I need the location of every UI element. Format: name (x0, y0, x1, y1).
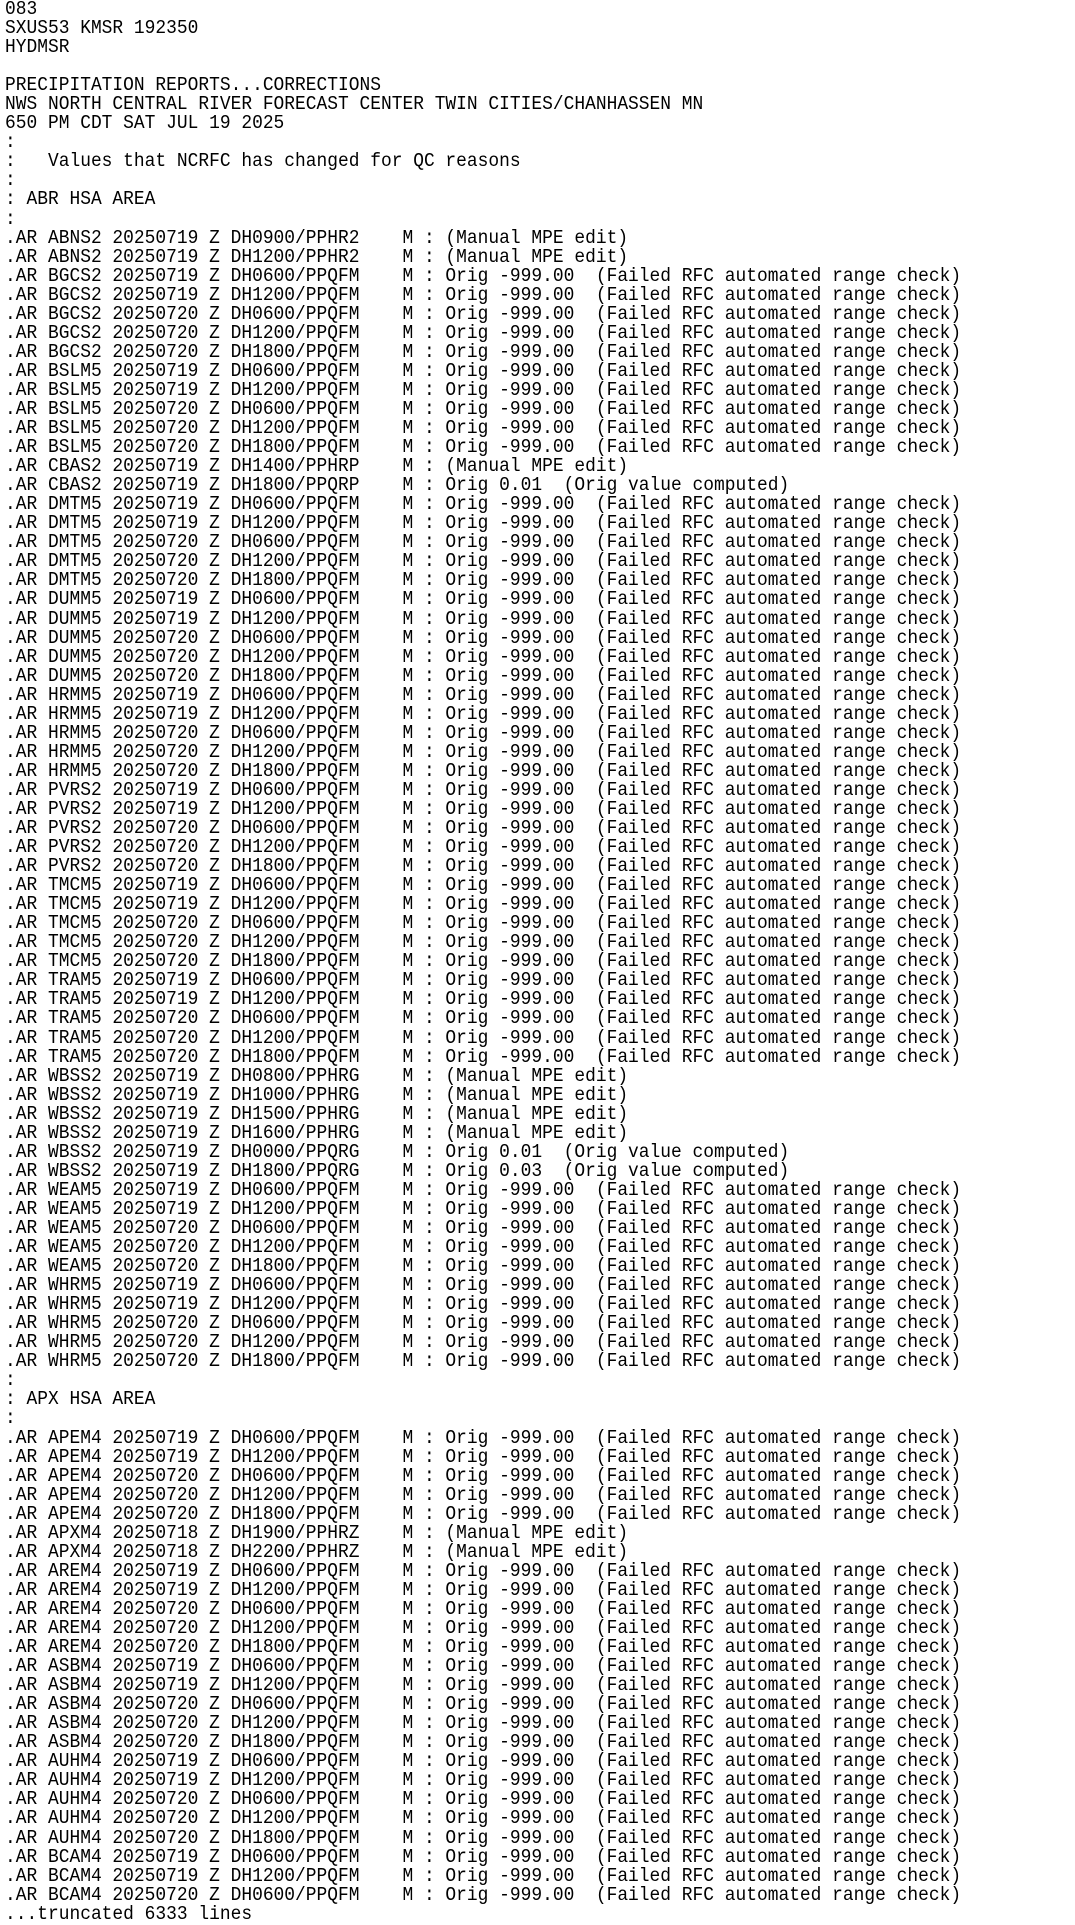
report-line: .AR WBSS2 20250719 Z DH0800/PPHRG M : (Manual MPE edit) (5, 1064, 629, 1087)
report-line: .AR DUMM5 20250719 Z DH0600/PPQFM M : Orig -999.00 (Failed RFC automated range check) (5, 588, 962, 611)
report-line: .AR BSLM5 20250720 Z DH0600/PPQFM M : Orig -999.00 (Failed RFC automated range check) (5, 397, 962, 420)
report-line: .AR BSLM5 20250719 Z DH0600/PPQFM M : Orig -999.00 (Failed RFC automated range check) (5, 359, 962, 382)
report-line: PRECIPITATION REPORTS...CORRECTIONS (5, 74, 381, 97)
report-line: .AR WEAM5 20250720 Z DH1200/PPQFM M : Orig -999.00 (Failed RFC automated range check) (5, 1236, 962, 1259)
report-line: : Values that NCRFC has changed for QC reasons (5, 150, 521, 173)
report-line: .AR ABNS2 20250719 Z DH1200/PPHR2 M : (Manual MPE edit) (5, 245, 629, 268)
report-line: .AR WBSS2 20250719 Z DH1800/PPQRG M : Orig 0.03 (Orig value computed) (5, 1159, 790, 1182)
report-line: .AR ASBM4 20250720 Z DH1800/PPQFM M : Orig -999.00 (Failed RFC automated range check) (5, 1731, 962, 1754)
report-line: .AR BSLM5 20250719 Z DH1200/PPQFM M : Orig -999.00 (Failed RFC automated range check) (5, 378, 962, 401)
report-line: .AR PVRS2 20250720 Z DH1800/PPQFM M : Orig -999.00 (Failed RFC automated range check) (5, 855, 962, 878)
report-line: .AR PVRS2 20250719 Z DH0600/PPQFM M : Orig -999.00 (Failed RFC automated range check) (5, 778, 962, 801)
report-line: .AR TMCM5 20250720 Z DH0600/PPQFM M : Orig -999.00 (Failed RFC automated range check) (5, 912, 962, 935)
report-line: ...truncated 6333 lines (5, 1902, 253, 1925)
report-line: .AR AREM4 20250720 Z DH1200/PPQFM M : Orig -999.00 (Failed RFC automated range check) (5, 1616, 962, 1639)
precipitation-report-text (5, 0, 961, 1924)
report-line: 650 PM CDT SAT JUL 19 2025 (5, 112, 285, 135)
report-line: .AR HRMM5 20250719 Z DH0600/PPQFM M : Orig -999.00 (Failed RFC automated range check) (5, 683, 962, 706)
report-line: .AR HRMM5 20250720 Z DH1200/PPQFM M : Orig -999.00 (Failed RFC automated range check) (5, 740, 962, 763)
report-line: .AR APXM4 20250718 Z DH1900/PPHRZ M : (Manual MPE edit) (5, 1521, 629, 1544)
report-line: .AR WBSS2 20250719 Z DH1000/PPHRG M : (Manual MPE edit) (5, 1083, 629, 1106)
report-line: .AR TRAM5 20250720 Z DH1200/PPQFM M : Orig -999.00 (Failed RFC automated range check) (5, 1026, 962, 1049)
report-line: : (5, 131, 16, 154)
report-line: .AR AUHM4 20250720 Z DH0600/PPQFM M : Orig -999.00 (Failed RFC automated range check) (5, 1788, 962, 1811)
report-line: .AR AUHM4 20250720 Z DH1200/PPQFM M : Orig -999.00 (Failed RFC automated range check) (5, 1807, 962, 1830)
report-line: : (5, 169, 16, 192)
report-line: .AR ASBM4 20250719 Z DH0600/PPQFM M : Orig -999.00 (Failed RFC automated range check) (5, 1655, 962, 1678)
report-line: : (5, 207, 16, 230)
report-line: .AR TMCM5 20250719 Z DH0600/PPQFM M : Orig -999.00 (Failed RFC automated range check) (5, 874, 962, 897)
report-line: .AR ASBM4 20250719 Z DH1200/PPQFM M : Orig -999.00 (Failed RFC automated range check) (5, 1674, 962, 1697)
report-line: .AR BCAM4 20250719 Z DH1200/PPQFM M : Orig -999.00 (Failed RFC automated range check) (5, 1864, 962, 1887)
report-line: .AR APXM4 20250718 Z DH2200/PPHRZ M : (Manual MPE edit) (5, 1540, 629, 1563)
report-line: .AR DUMM5 20250719 Z DH1200/PPQFM M : Orig -999.00 (Failed RFC automated range check) (5, 607, 962, 630)
report-line: .AR WHRM5 20250719 Z DH1200/PPQFM M : Orig -999.00 (Failed RFC automated range check) (5, 1293, 962, 1316)
report-line: .AR APEM4 20250720 Z DH0600/PPQFM M : Orig -999.00 (Failed RFC automated range check) (5, 1464, 962, 1487)
report-line: : (5, 1407, 16, 1430)
report-line: .AR BSLM5 20250720 Z DH1200/PPQFM M : Orig -999.00 (Failed RFC automated range check) (5, 417, 962, 440)
report-line: NWS NORTH CENTRAL RIVER FORECAST CENTER TWIN CITIES/CHANHASSEN MN (5, 93, 704, 116)
report-line: .AR DMTM5 20250719 Z DH1200/PPQFM M : Orig -999.00 (Failed RFC automated range check) (5, 512, 962, 535)
report-line: .AR TMCM5 20250720 Z DH1200/PPQFM M : Orig -999.00 (Failed RFC automated range check) (5, 931, 962, 954)
report-line: .AR DUMM5 20250720 Z DH0600/PPQFM M : Orig -999.00 (Failed RFC automated range check) (5, 626, 962, 649)
report-line: .AR APEM4 20250719 Z DH0600/PPQFM M : Orig -999.00 (Failed RFC automated range check) (5, 1426, 962, 1449)
report-line: .AR AUHM4 20250720 Z DH1800/PPQFM M : Orig -999.00 (Failed RFC automated range check) (5, 1826, 962, 1849)
report-line: .AR AREM4 20250719 Z DH0600/PPQFM M : Orig -999.00 (Failed RFC automated range check) (5, 1559, 962, 1582)
report-line: .AR ASBM4 20250720 Z DH1200/PPQFM M : Orig -999.00 (Failed RFC automated range check) (5, 1712, 962, 1735)
report-line: .AR ABNS2 20250719 Z DH0900/PPHR2 M : (Manual MPE edit) (5, 226, 629, 249)
report-line: .AR DMTM5 20250720 Z DH1200/PPQFM M : Orig -999.00 (Failed RFC automated range check) (5, 550, 962, 573)
report-line: .AR APEM4 20250720 Z DH1800/PPQFM M : Orig -999.00 (Failed RFC automated range check) (5, 1502, 962, 1525)
report-line: .AR CBAS2 20250719 Z DH1400/PPHRP M : (Manual MPE edit) (5, 455, 629, 478)
report-line: .AR HRMM5 20250720 Z DH1800/PPQFM M : Orig -999.00 (Failed RFC automated range check) (5, 759, 962, 782)
report-line: : APX HSA AREA (5, 1388, 156, 1411)
report-line: .AR APEM4 20250719 Z DH1200/PPQFM M : Orig -999.00 (Failed RFC automated range check) (5, 1445, 962, 1468)
report-line: .AR DMTM5 20250720 Z DH1800/PPQFM M : Orig -999.00 (Failed RFC automated range check) (5, 569, 962, 592)
report-line: .AR BGCS2 20250720 Z DH1200/PPQFM M : Orig -999.00 (Failed RFC automated range check) (5, 321, 962, 344)
report-line: .AR WHRM5 20250720 Z DH1200/PPQFM M : Orig -999.00 (Failed RFC automated range check) (5, 1331, 962, 1354)
report-line: .AR CBAS2 20250719 Z DH1800/PPQRP M : Orig 0.01 (Orig value computed) (5, 474, 790, 497)
report-line: .AR BSLM5 20250720 Z DH1800/PPQFM M : Orig -999.00 (Failed RFC automated range check) (5, 436, 962, 459)
report-line: : ABR HSA AREA (5, 188, 156, 211)
report-line: .AR PVRS2 20250719 Z DH1200/PPQFM M : Orig -999.00 (Failed RFC automated range check) (5, 797, 962, 820)
report-line: .AR WEAM5 20250719 Z DH0600/PPQFM M : Orig -999.00 (Failed RFC automated range check) (5, 1178, 962, 1201)
report-line: .AR HRMM5 20250719 Z DH1200/PPQFM M : Orig -999.00 (Failed RFC automated range check) (5, 702, 962, 725)
report-line: .AR WEAM5 20250719 Z DH1200/PPQFM M : Orig -999.00 (Failed RFC automated range check) (5, 1197, 962, 1220)
report-line: .AR DMTM5 20250719 Z DH0600/PPQFM M : Orig -999.00 (Failed RFC automated range check) (5, 493, 962, 516)
report-line: .AR TRAM5 20250720 Z DH1800/PPQFM M : Orig -999.00 (Failed RFC automated range check) (5, 1045, 962, 1068)
report-line: .AR BCAM4 20250720 Z DH0600/PPQFM M : Orig -999.00 (Failed RFC automated range check) (5, 1883, 962, 1906)
report-line: .AR AREM4 20250720 Z DH0600/PPQFM M : Orig -999.00 (Failed RFC automated range check) (5, 1597, 962, 1620)
report-line: .AR BGCS2 20250719 Z DH1200/PPQFM M : Orig -999.00 (Failed RFC automated range check) (5, 283, 962, 306)
report-line: .AR WBSS2 20250719 Z DH1500/PPHRG M : (Manual MPE edit) (5, 1102, 629, 1125)
report-line: .AR BGCS2 20250720 Z DH0600/PPQFM M : Orig -999.00 (Failed RFC automated range check) (5, 302, 962, 325)
report-line: .AR WHRM5 20250720 Z DH1800/PPQFM M : Orig -999.00 (Failed RFC automated range check) (5, 1350, 962, 1373)
report-line: .AR PVRS2 20250720 Z DH1200/PPQFM M : Orig -999.00 (Failed RFC automated range check) (5, 836, 962, 859)
report-line: .AR TMCM5 20250720 Z DH1800/PPQFM M : Orig -999.00 (Failed RFC automated range check) (5, 950, 962, 973)
report-line: .AR TRAM5 20250719 Z DH0600/PPQFM M : Orig -999.00 (Failed RFC automated range check) (5, 969, 962, 992)
report-line: .AR TRAM5 20250719 Z DH1200/PPQFM M : Orig -999.00 (Failed RFC automated range check) (5, 988, 962, 1011)
report-line: SXUS53 KMSR 192350 (5, 17, 199, 40)
report-line: 083 (5, 0, 38, 20)
report-line: .AR WBSS2 20250719 Z DH1600/PPHRG M : (Manual MPE edit) (5, 1121, 629, 1144)
report-line: : (5, 1369, 16, 1392)
report-line: HYDMSR (5, 36, 70, 59)
report-line: .AR TRAM5 20250720 Z DH0600/PPQFM M : Orig -999.00 (Failed RFC automated range check) (5, 1007, 962, 1030)
report-line: .AR PVRS2 20250720 Z DH0600/PPQFM M : Orig -999.00 (Failed RFC automated range check) (5, 817, 962, 840)
report-line: .AR AUHM4 20250719 Z DH1200/PPQFM M : Orig -999.00 (Failed RFC automated range check) (5, 1769, 962, 1792)
report-line: .AR BGCS2 20250720 Z DH1800/PPQFM M : Orig -999.00 (Failed RFC automated range check) (5, 340, 962, 363)
report-line: .AR WHRM5 20250719 Z DH0600/PPQFM M : Orig -999.00 (Failed RFC automated range check) (5, 1274, 962, 1297)
report-line: .AR WEAM5 20250720 Z DH0600/PPQFM M : Orig -999.00 (Failed RFC automated range check) (5, 1217, 962, 1239)
report-line: .AR DUMM5 20250720 Z DH1200/PPQFM M : Orig -999.00 (Failed RFC automated range check) (5, 645, 962, 668)
report-line: .AR AUHM4 20250719 Z DH0600/PPQFM M : Orig -999.00 (Failed RFC automated range check) (5, 1750, 962, 1773)
report-line: .AR BGCS2 20250719 Z DH0600/PPQFM M : Orig -999.00 (Failed RFC automated range check) (5, 264, 962, 287)
report-line: .AR WHRM5 20250720 Z DH0600/PPQFM M : Orig -999.00 (Failed RFC automated range check) (5, 1312, 962, 1335)
report-line: .AR TMCM5 20250719 Z DH1200/PPQFM M : Orig -999.00 (Failed RFC automated range check) (5, 893, 962, 916)
report-line: .AR APEM4 20250720 Z DH1200/PPQFM M : Orig -999.00 (Failed RFC automated range check) (5, 1483, 962, 1506)
report-line: .AR WEAM5 20250720 Z DH1800/PPQFM M : Orig -999.00 (Failed RFC automated range check) (5, 1255, 962, 1278)
report-line: .AR WBSS2 20250719 Z DH0000/PPQRG M : Orig 0.01 (Orig value computed) (5, 1140, 790, 1163)
report-line: .AR BCAM4 20250719 Z DH0600/PPQFM M : Orig -999.00 (Failed RFC automated range check) (5, 1845, 962, 1868)
report-line: .AR AREM4 20250719 Z DH1200/PPQFM M : Orig -999.00 (Failed RFC automated range check) (5, 1578, 962, 1601)
report-line: .AR HRMM5 20250720 Z DH0600/PPQFM M : Orig -999.00 (Failed RFC automated range check) (5, 721, 962, 744)
report-line: .AR DUMM5 20250720 Z DH1800/PPQFM M : Orig -999.00 (Failed RFC automated range check) (5, 664, 962, 687)
report-line: .AR ASBM4 20250720 Z DH0600/PPQFM M : Orig -999.00 (Failed RFC automated range check) (5, 1693, 962, 1716)
report-line: .AR DMTM5 20250720 Z DH0600/PPQFM M : Orig -999.00 (Failed RFC automated range check) (5, 531, 962, 554)
report-line: .AR AREM4 20250720 Z DH1800/PPQFM M : Orig -999.00 (Failed RFC automated range check) (5, 1636, 962, 1659)
